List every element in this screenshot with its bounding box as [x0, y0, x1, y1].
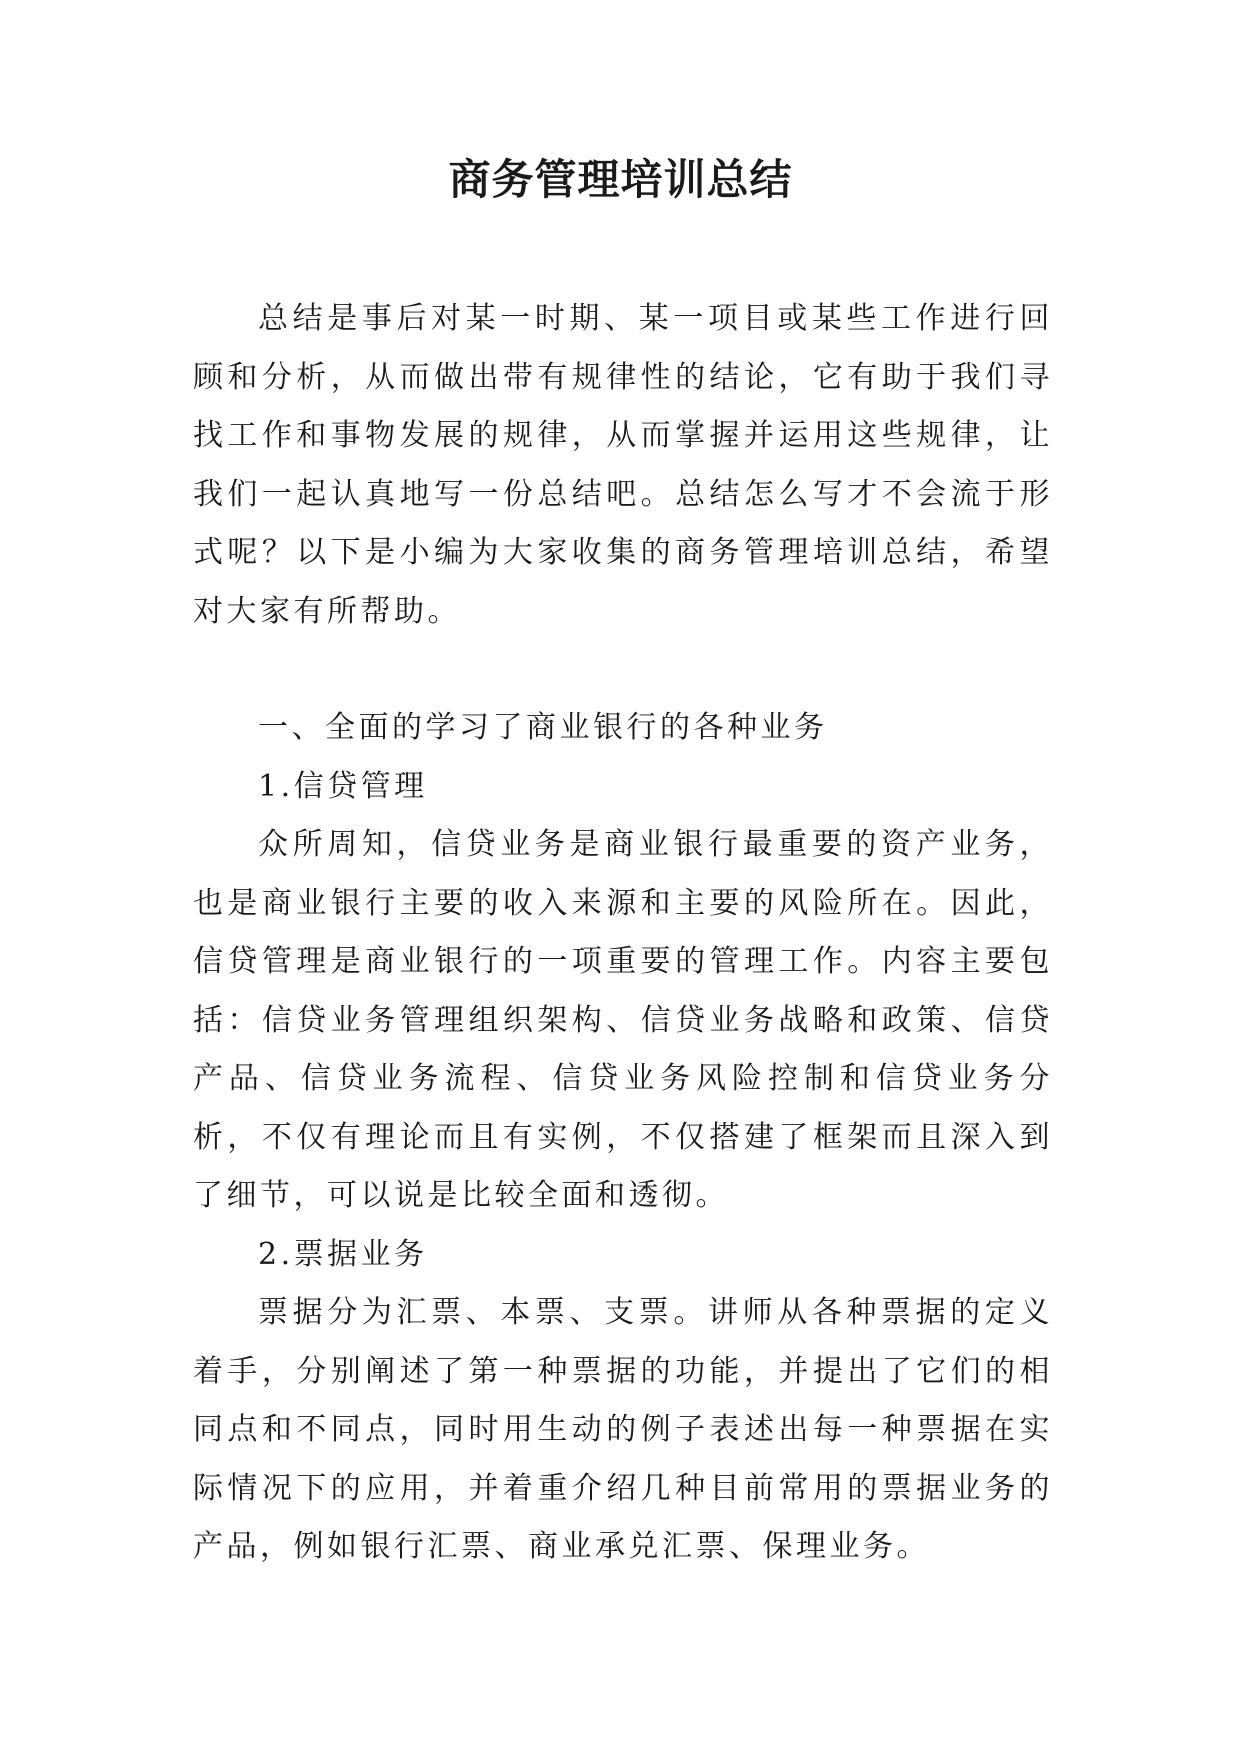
bills-business-paragraph: 票据分为汇票、本票、支票。讲师从各种票据的定义着手，分别阐述了第一种票据的功能，并提出了它们的相同点和不同点，同时用生动的例子表述出每一种票据在实际情况下的应用，并着重介绍几种目前常用的票据业务的产品，例如银行汇票、商业承兑汇票、保理业务。: [193, 1295, 1053, 1564]
document-title: 商务管理培训总结: [448, 155, 793, 204]
paragraph-gap: [193, 641, 1053, 699]
section-heading: 一、全面的学习了商业银行的各种业务: [258, 710, 828, 745]
credit-management-paragraph: 众所周知，信贷业务是商业银行最重要的资产业务，也是商业银行主要的收入来源和主要的风险所在。因此，信贷管理是商业银行的一项重要的管理工作。内容主要包括：信贷业务管理组织架构、信贷业务战略和政策、信贷产品、信贷业务流程、信贷业务风险控制和信贷业务分析，不仅有理论而且有实例，不仅搭建了框架而且深入到了细节，可以说是比较全面和透彻。: [193, 827, 1053, 1213]
subsection-heading-bills: 2.票据业务: [258, 1236, 428, 1272]
intro-paragraph: 总结是事后对某一时期、某一项目或某些工作进行回顾和分析，从而做出带有规律性的结论，它有助于我们寻找工作和事物发展的规律，从而掌握并运用这些规律，让我们一起认真地写一份总结吧。总结怎么写才不会流于形式呢？以下是小编为大家收集的商务管理培训总结，希望对大家有所帮助。: [193, 301, 1053, 629]
subsection-heading-credit: 1.信贷管理: [258, 768, 428, 804]
document-body: [193, 290, 1053, 1577]
